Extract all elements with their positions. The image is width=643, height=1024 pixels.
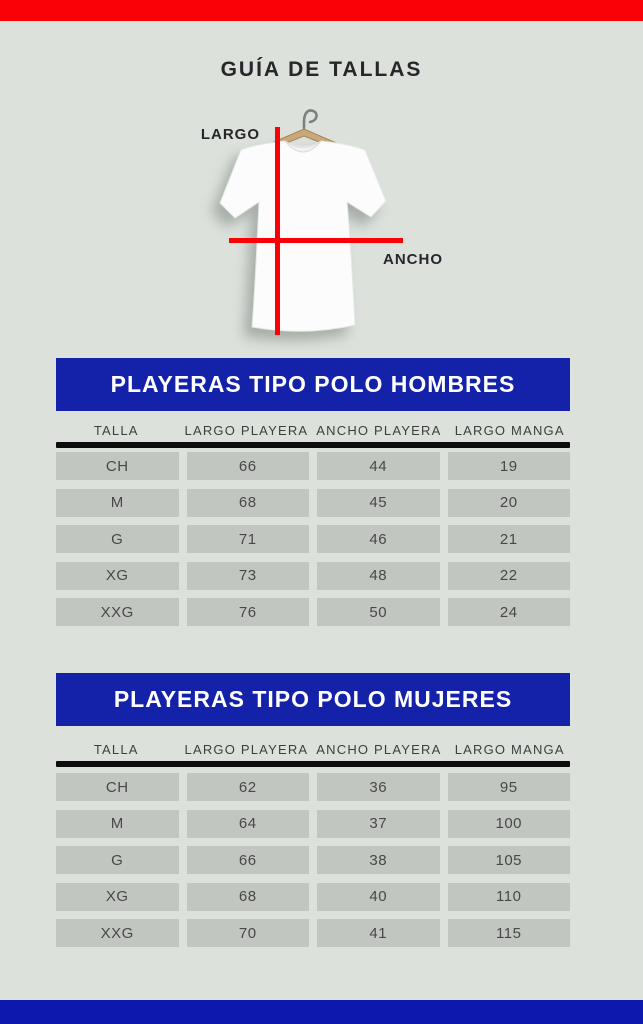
largo-measure-line: [275, 127, 280, 335]
table-cell: G: [56, 525, 179, 553]
table-cell: CH: [56, 773, 179, 801]
table-cell: 44: [317, 452, 440, 480]
table-cell: 37: [317, 810, 440, 838]
table-cell: 66: [187, 846, 310, 874]
table-cell: 38: [317, 846, 440, 874]
table-cell: M: [56, 489, 179, 517]
table-cell: 115: [448, 919, 571, 947]
womens-polo-table: [56, 673, 570, 947]
column-header-talla: TALLA: [93, 742, 139, 757]
womens-table-rows: [56, 773, 570, 947]
table-cell: 68: [187, 883, 310, 911]
table-cell: 21: [448, 525, 571, 553]
table-cell: 41: [317, 919, 440, 947]
mens-table-title: PLAYERAS TIPO POLO HOMBRES: [56, 358, 570, 411]
mens-polo-table: [56, 358, 570, 626]
womens-table-title: PLAYERAS TIPO POLO MUJERES: [56, 673, 570, 726]
table-cell: 66: [187, 452, 310, 480]
table-cell: 100: [448, 810, 571, 838]
ancho-measure-line: [229, 238, 403, 243]
table-cell: XXG: [56, 919, 179, 947]
table-cell: XG: [56, 883, 179, 911]
table-cell: 76: [187, 598, 310, 626]
table-divider: [56, 442, 570, 448]
mens-column-headers: [56, 423, 570, 438]
column-header-largo-playera: LARGO PLAYERA: [184, 742, 309, 757]
page-title: GUÍA DE TALLAS: [220, 58, 423, 81]
ancho-label: ANCHO: [383, 251, 443, 268]
table-cell: 36: [317, 773, 440, 801]
table-cell: 105: [448, 846, 571, 874]
table-cell: 46: [317, 525, 440, 553]
table-cell: 24: [448, 598, 571, 626]
column-header-ancho-playera: ANCHO PLAYERA: [316, 742, 442, 757]
table-cell: 62: [187, 773, 310, 801]
table-cell: 64: [187, 810, 310, 838]
column-header-ancho-playera: ANCHO PLAYERA: [316, 423, 442, 438]
column-header-talla: TALLA: [93, 423, 139, 438]
table-cell: XXG: [56, 598, 179, 626]
table-divider: [56, 761, 570, 767]
table-cell: G: [56, 846, 179, 874]
table-cell: 70: [187, 919, 310, 947]
top-accent-bar: [0, 0, 643, 21]
table-cell: XG: [56, 562, 179, 590]
mens-table-rows: [56, 452, 570, 626]
column-header-largo-playera: LARGO PLAYERA: [184, 423, 309, 438]
column-header-largo-manga: LARGO MANGA: [454, 742, 565, 757]
tshirt-shape: [220, 141, 386, 331]
table-cell: 19: [448, 452, 571, 480]
womens-column-headers: [56, 742, 570, 757]
table-cell: M: [56, 810, 179, 838]
table-cell: 73: [187, 562, 310, 590]
column-header-largo-manga: LARGO MANGA: [454, 423, 565, 438]
hanger-hook-icon: [304, 110, 317, 128]
table-cell: 50: [317, 598, 440, 626]
table-cell: 22: [448, 562, 571, 590]
table-cell: 40: [317, 883, 440, 911]
table-cell: 45: [317, 489, 440, 517]
bottom-accent-bar: [0, 1000, 643, 1024]
table-cell: 95: [448, 773, 571, 801]
table-cell: CH: [56, 452, 179, 480]
table-cell: 48: [317, 562, 440, 590]
table-cell: 20: [448, 489, 571, 517]
table-cell: 71: [187, 525, 310, 553]
table-cell: 68: [187, 489, 310, 517]
table-cell: 110: [448, 883, 571, 911]
largo-label: LARGO: [200, 126, 260, 143]
